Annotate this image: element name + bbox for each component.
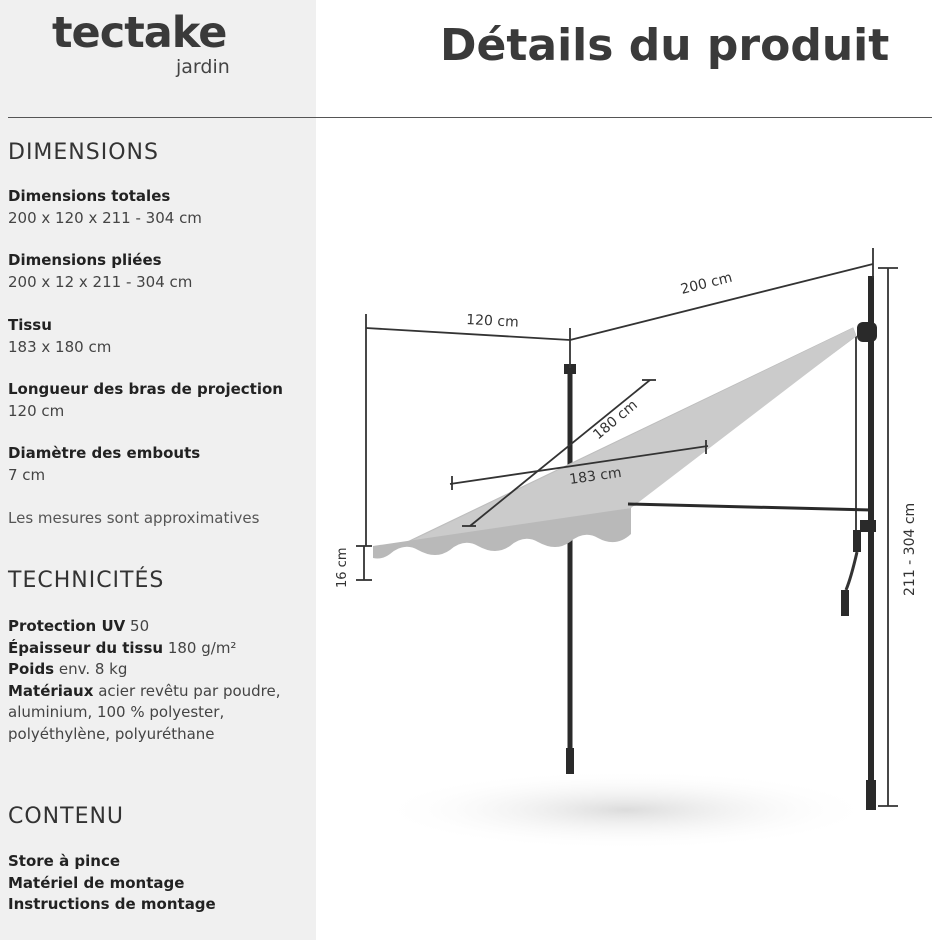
tech-value: 50 xyxy=(130,617,150,635)
spec-arm-length xyxy=(8,379,283,422)
spec-fabric xyxy=(8,315,111,358)
tech-label: Protection UV xyxy=(8,617,126,635)
spec-folded-dimensions xyxy=(8,250,192,293)
spec-value: 120 cm xyxy=(8,401,65,420)
spec-label: Dimensions totales xyxy=(8,187,171,205)
dim-label-depth: 120 cm xyxy=(465,312,520,331)
spec-total-dimensions xyxy=(8,186,202,229)
dim-label-fabric-depth: 180 cm xyxy=(590,397,641,444)
dim-label-width: 200 cm xyxy=(679,269,734,298)
page-title: Détails du produit xyxy=(440,20,890,71)
contents-item: Instructions de montage xyxy=(8,895,216,913)
tech-label: Épaisseur du tissu xyxy=(8,638,164,657)
contents-heading: CONTENU xyxy=(8,804,125,829)
contents-item: Store à pince xyxy=(8,852,121,870)
ground-shadow xyxy=(376,770,876,850)
spec-value: 183 x 180 cm xyxy=(8,337,112,356)
spec-label: Tissu xyxy=(8,316,52,334)
front-pole xyxy=(564,364,576,774)
tech-label: Poids xyxy=(8,660,55,678)
tech-label: Matériaux xyxy=(8,681,94,700)
brand-logo-sub: jardin xyxy=(176,56,230,78)
crank-handle xyxy=(841,336,861,616)
dimensions-heading: DIMENSIONS xyxy=(8,140,159,165)
measurements-note: Les mesures sont approximatives xyxy=(8,509,260,527)
spec-value: 200 x 12 x 211 - 304 cm xyxy=(8,272,193,291)
spec-end-cap-diameter xyxy=(8,443,200,486)
dim-label-height: 211 - 304 cm xyxy=(902,502,918,596)
dim-label-valance: 16 cm xyxy=(335,547,350,588)
spec-label: Dimensions pliées xyxy=(8,251,162,269)
dim-label-fabric-width: 183 cm xyxy=(568,464,623,488)
tech-value: acier revêtu par poudre, aluminium, 100 % polyester, polyéthylène, polyuréthane xyxy=(8,681,281,743)
contents-list xyxy=(8,851,216,916)
spec-label: Diamètre des embouts xyxy=(8,444,201,462)
awning-diagram xyxy=(316,118,940,940)
tech-value: 180 g/m² xyxy=(167,638,237,657)
technical-specs xyxy=(8,616,308,745)
projection-arm xyxy=(628,504,871,510)
spec-value: 7 cm xyxy=(8,465,46,484)
spec-label: Longueur des bras de projection xyxy=(8,380,283,398)
tech-value: env. 8 kg xyxy=(58,660,128,678)
spec-value: 200 x 120 x 211 - 304 cm xyxy=(8,208,202,227)
brand-logo: tectake xyxy=(52,8,227,58)
contents-item: Matériel de montage xyxy=(8,873,185,892)
technical-heading: TECHNICITÉS xyxy=(8,568,165,593)
